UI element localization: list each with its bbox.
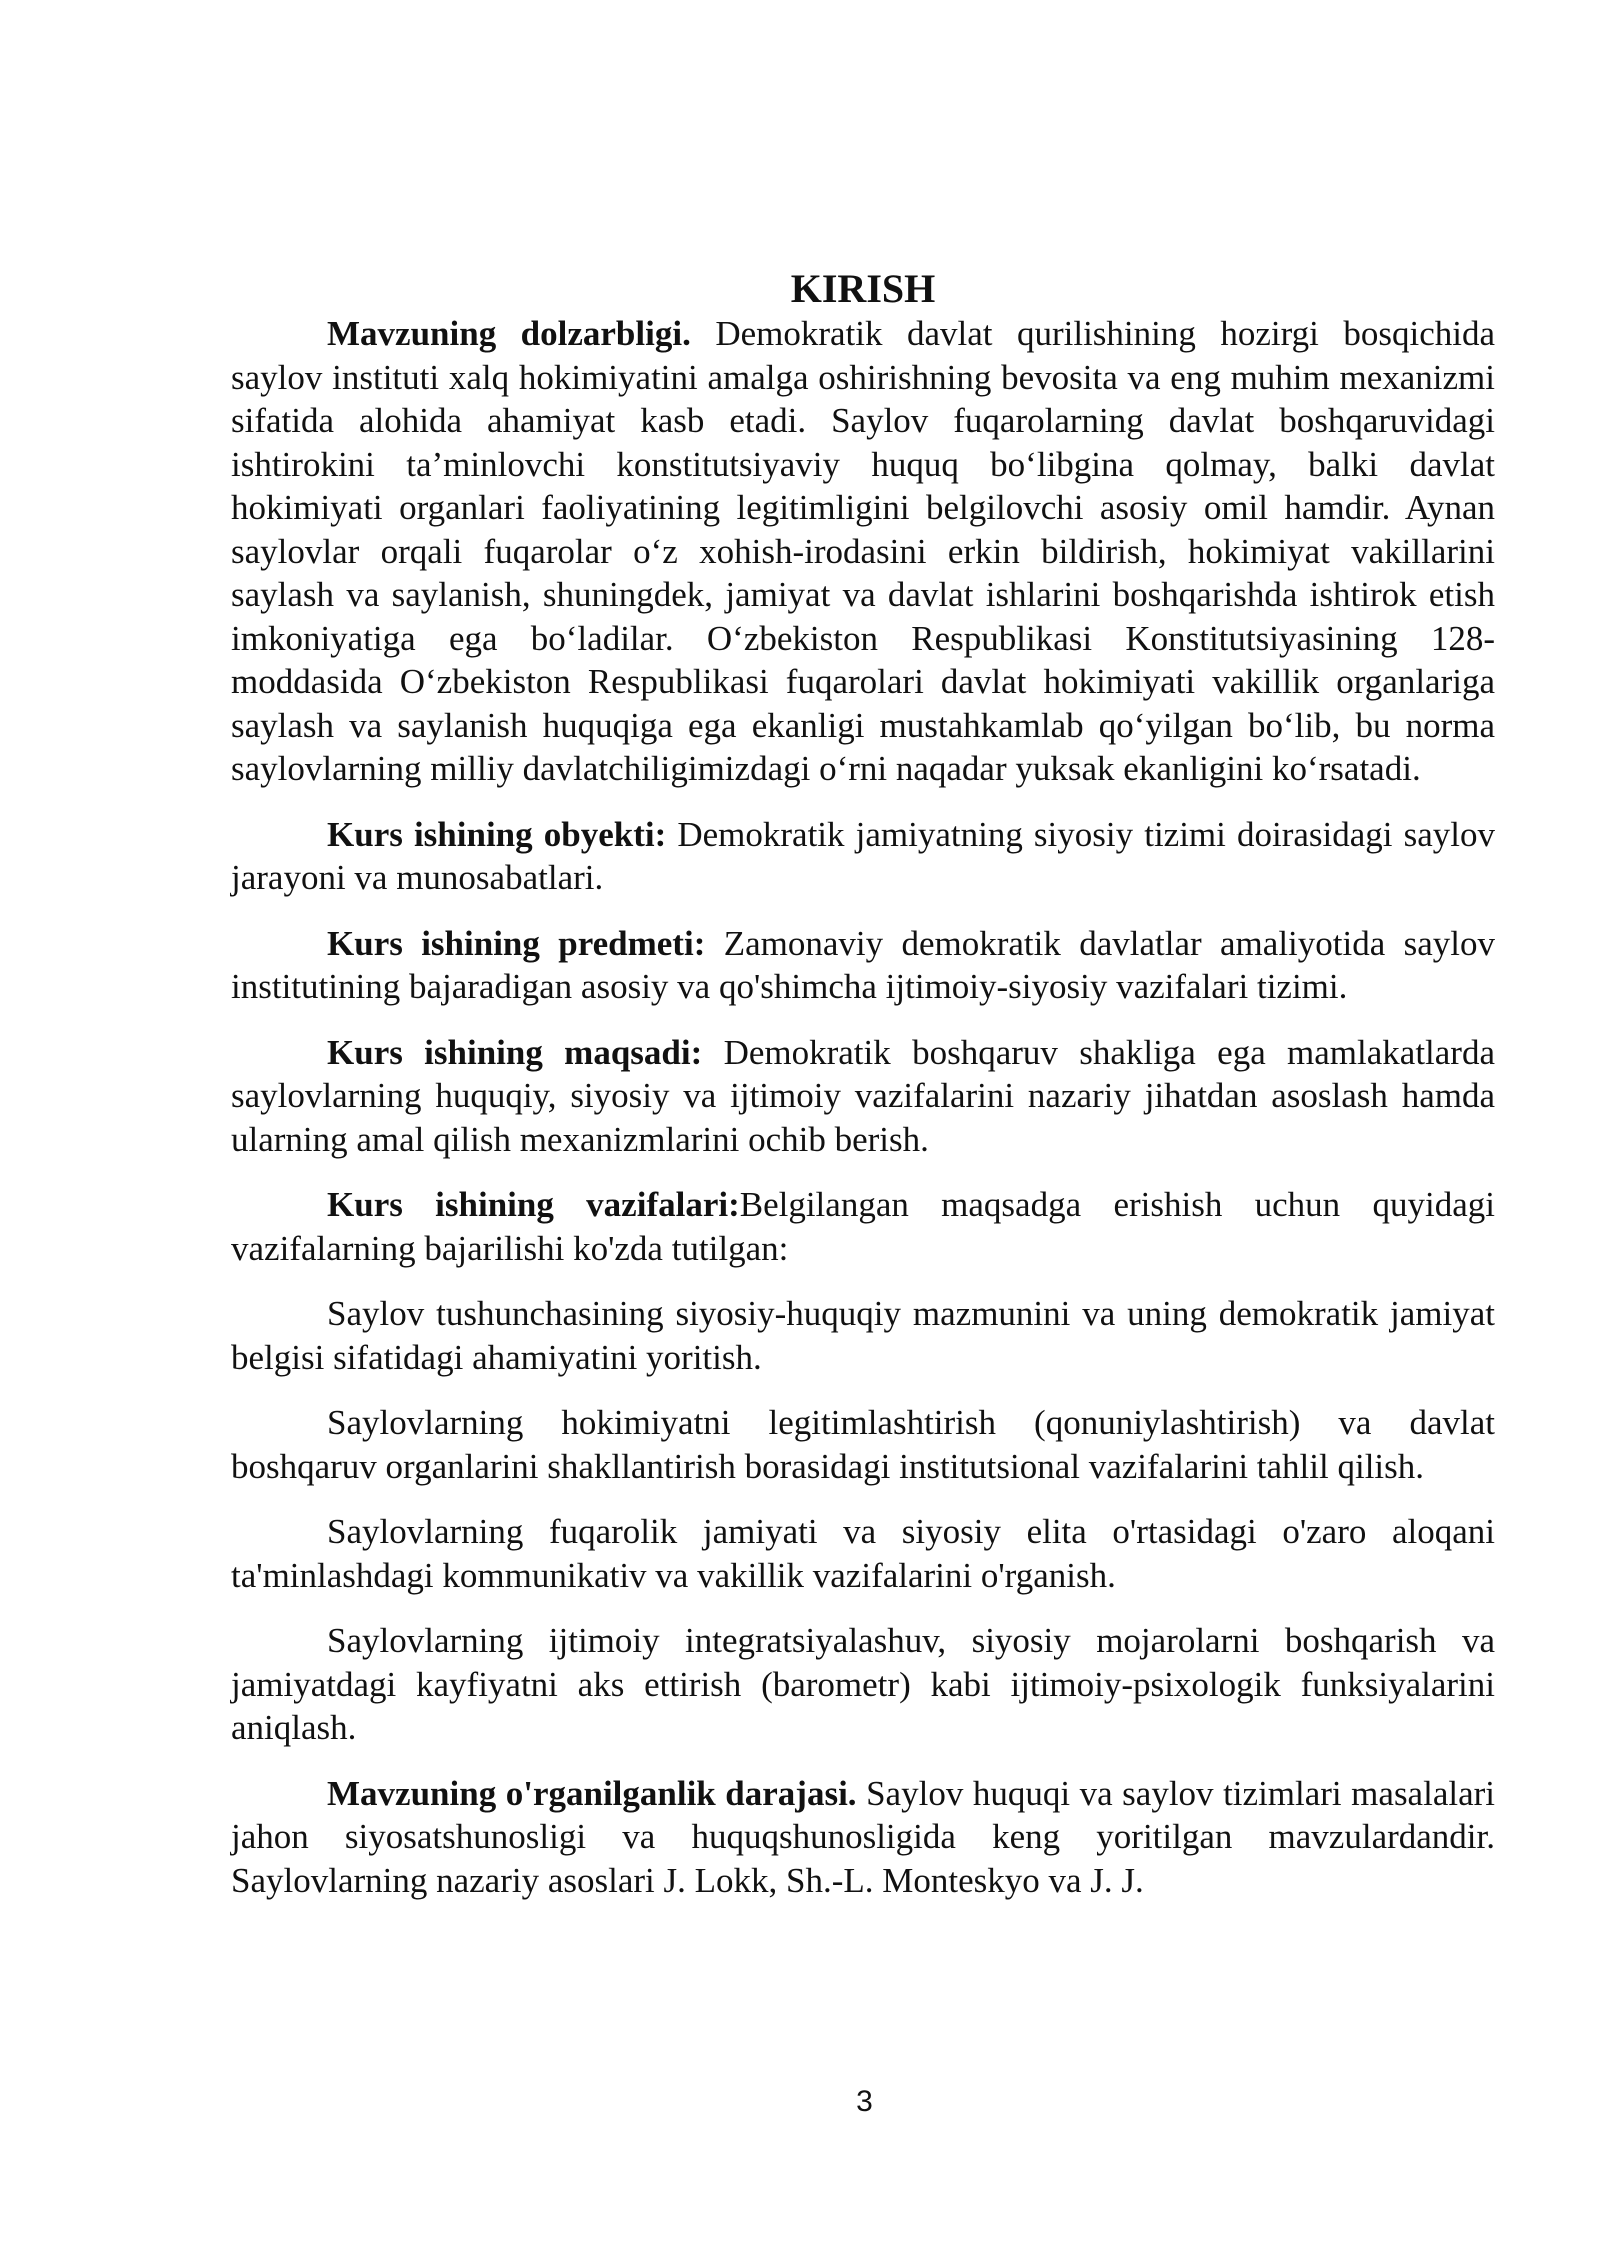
paragraph-text: Demokratik jamiyatning siyosiy tizimi doirasidagi saylov jarayoni va munosabatlari.: [231, 814, 1495, 897]
paragraph-task-4: [231, 1619, 1495, 1750]
paragraph-label: Kurs ishining maqsadi:: [327, 1032, 703, 1072]
paragraph-text: Demokratik davlat qurilishining hozirgi bosqichida saylov instituti xalq hokimiyatini amalga oshirishning bevosita va eng muhim mexanizmi sifatida alohida ahamiyat kasb etadi. Saylov fuqarolarning davlat boshqaruvidagi ishtirokini ta’minlovchi konstitutsiyaviy huquq bo‘libgina qolmay, balki davlat hokimiyati organlari faoliyatining legitimligini belgilovchi asosiy omil hamdir. Aynan saylovlar orqali fuqarolar o‘z xohish-irodasini erkin bildirish, hokimiyat vakillarini saylash va saylanish, shuningdek, jamiyat va davlat ishlarini boshqarishda ishtirok etish imkoniyatiga ega bo‘ladilar. O‘zbekiston Respublikasi Konstitutsiyasining 128-moddasida O‘zbekiston Respublikasi fuqarolari davlat hokimiyati vakillik organlariga saylash va saylanish huquqiga ega ekanligi mustahkamlab qo‘yilgan bo‘lib, bu norma saylovlarning milliy davlatchiligimizdagi o‘rni naqadar yuksak ekanligini ko‘rsatadi.: [231, 314, 1495, 788]
paragraph-text: Saylovlarning hokimiyatni legitimlashtirish (qonuniylashtirish) va davlat boshqaruv organlarini shakllantirish borasidagi institutsional vazifalarini tahlil qilish.: [231, 1403, 1495, 1486]
paragraph-subject: [231, 922, 1495, 1009]
paragraph-text: Belgilangan maqsadga erishish uchun quyidagi vazifalarning bajarilishi ko'zda tutilgan:: [231, 1185, 1495, 1268]
paragraph-label: Kurs ishining obyekti:: [327, 814, 667, 854]
paragraph-relevance: [231, 312, 1495, 791]
paragraph-label: Mavzuning o'rganilganlik darajasi.: [327, 1773, 857, 1813]
paragraph-text: Saylov huquqi va saylov tizimlari masalalari jahon siyosatshunosligi va huquqshunosligida keng yoritilgan mavzulardandir. Saylovlarning nazariy asoslari J. Lokk, Sh.-L. Monteskyo va J. J.: [231, 1773, 1495, 1900]
paragraph-label: Mavzuning dolzarbligi.: [327, 314, 691, 353]
body-text: [231, 266, 1495, 1924]
paragraph-object: [231, 813, 1495, 900]
paragraph-goal: [231, 1031, 1495, 1162]
page-heading: KIRISH: [790, 266, 936, 311]
paragraph-text: Saylov tushunchasining siyosiy-huquqiy mazmunini va uning demokratik jamiyat belgisi sifatidagi ahamiyatini yoritish.: [231, 1294, 1495, 1377]
paragraph-text: Demokratik boshqaruv shakliga ega mamlakatlarda saylovlarning huquqiy, siyosiy va ijtimoiy vazifalarini nazariy jihatdan asoslash hamda ularning amal qilish mexanizmlarini ochib berish.: [231, 1032, 1496, 1159]
paragraph-label: Kurs ishining predmeti:: [327, 923, 706, 963]
paragraph-label: Kurs ishining vazifalari:: [327, 1185, 740, 1224]
page-number: 3: [856, 2085, 873, 2118]
paragraph-task-2: [231, 1401, 1495, 1488]
paragraph-text: Saylovlarning ijtimoiy integratsiyalashuv, siyosiy mojarolarni boshqarish va jamiyatdagi kayfiyatni aks ettirish (barometr) kabi ijtimoiy-psixologik funksiyalarini aniqlash.: [231, 1621, 1495, 1747]
paragraph-text: Saylovlarning fuqarolik jamiyati va siyosiy elita o'rtasidagi o'zaro aloqani ta'minlashdagi kommunikativ va vakillik vazifalarini o'rganish.: [231, 1512, 1495, 1595]
paragraph-study-level: [231, 1772, 1495, 1903]
paragraph-task-1: [231, 1292, 1495, 1379]
paragraph-tasks: [231, 1183, 1495, 1270]
paragraph-text: Zamonaviy demokratik davlatlar amaliyotida saylov institutining bajaradigan asosiy va qo'shimcha ijtimoiy-siyosiy vazifalari tizimi.: [231, 923, 1495, 1006]
paragraph-task-3: [231, 1510, 1495, 1597]
